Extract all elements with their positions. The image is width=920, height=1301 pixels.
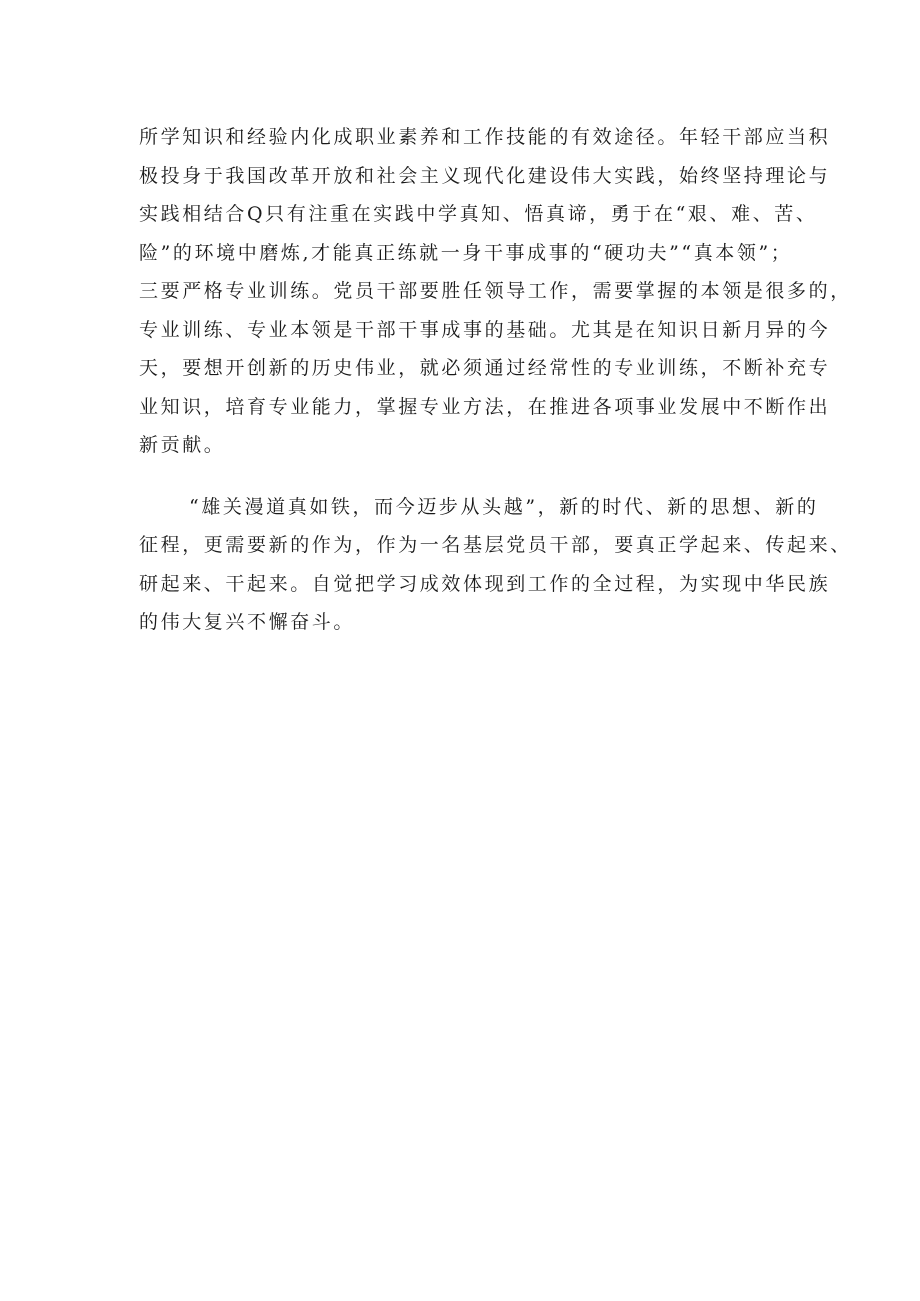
text-line: “雄关漫道真如铁，而今迈步从头越”，新的时代、新的思想、新的: [189, 495, 819, 518]
text-line: 极投身于我国改革开放和社会主义现代化建设伟大实践，始终坚持理论与: [139, 164, 831, 187]
text-line: 征程，更需要新的作为，作为一名基层党员干部，要真正学起来、传起来、: [139, 534, 852, 556]
text-line: 所学知识和经验内化成职业素养和工作技能的有效途径。年轻干部应当积: [139, 126, 831, 148]
text-line: 实践相结合Q只有注重在实践中学真知、悟真谛，勇于在“艰、难、苦、: [139, 203, 818, 225]
text-line: 的伟大复兴不懈奋斗。: [139, 611, 356, 633]
text-line: 业知识，培育专业能力，掌握专业方法，在推进各项事业发展中不断作出: [139, 395, 831, 418]
text-line: 险”的环境中磨炼,才能真正练就一身干事成事的“硬功夫”“真本领”；: [139, 241, 793, 264]
paragraph-1: [139, 118, 852, 465]
text-line: 专业训练、专业本领是干部干事成事的基础。尤其是在知识日新月异的今: [139, 318, 831, 341]
text-line: 三要严格专业训练。党员干部要胜任领导工作，需要掌握的本领是很多的，: [139, 280, 852, 302]
paragraph-2: [139, 488, 852, 642]
document-body: [139, 118, 852, 642]
text-line: 新贡献。: [139, 434, 226, 456]
text-line: 天，要想开创新的历史伟业，就必须通过经常性的专业训练，不断补充专: [139, 357, 831, 379]
text-line: 研起来、干起来。自觉把学习成效体现到工作的全过程，为实现中华民族: [139, 572, 831, 595]
